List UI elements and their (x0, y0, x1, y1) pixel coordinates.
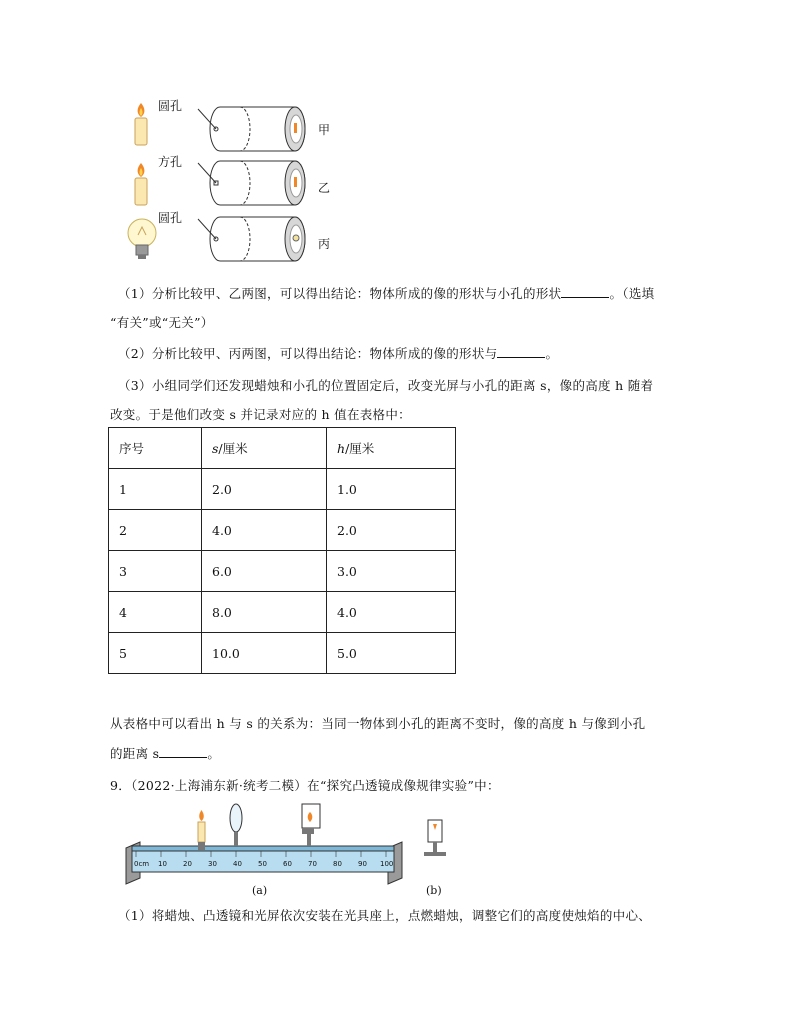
table-cell: 3.0 (327, 551, 456, 592)
q2-answer-blank[interactable] (497, 347, 545, 358)
camera-tube-bing (198, 217, 305, 261)
caption-b: (b) (426, 884, 442, 897)
table-cell: 2 (109, 510, 202, 551)
tag-bing: 丙 (318, 237, 331, 251)
table-cell: 4.0 (327, 592, 456, 633)
tick-label: 40 (233, 860, 242, 868)
conclusion-pre: 的距离 s (110, 746, 160, 761)
q1-line (118, 284, 654, 302)
tick-label: 70 (308, 860, 317, 868)
camera-tube-yi (198, 161, 305, 205)
tick-label: 10 (158, 860, 167, 868)
tick-label: 20 (183, 860, 192, 868)
tick-label: 100 (380, 860, 394, 868)
hole-label-3: 圆孔 (158, 211, 183, 225)
tag-jia: 甲 (318, 123, 331, 137)
conclusion-line2 (110, 744, 220, 762)
table-cell: 3 (109, 551, 202, 592)
candle-icon (135, 163, 147, 205)
table-row (109, 510, 456, 551)
tag-yi: 乙 (318, 181, 331, 195)
conclusion-line1: 从表格中可以看出 h 与 s 的关系为：当同一物体到小孔的距离不变时，像的高度 h 与像到小孔 (110, 716, 646, 731)
table-cell: 10.0 (202, 633, 327, 674)
tick-label: 60 (283, 860, 292, 868)
table-header-row (109, 428, 456, 469)
camera-tube-jia (198, 107, 305, 151)
table-row (109, 469, 456, 510)
table-cell: 2.0 (202, 469, 327, 510)
header-index: 序号 (109, 428, 202, 469)
table-cell: 8.0 (202, 592, 327, 633)
tick-label: 80 (333, 860, 342, 868)
table-row (109, 551, 456, 592)
header-h (327, 428, 456, 469)
q3-line2: 改变。于是他们改变 s 并记录对应的 h 值在表格中： (110, 407, 411, 422)
hole-label-1: 圆孔 (158, 99, 183, 113)
q1-tail: 。（选填 (609, 286, 655, 301)
q2-text: （2）分析比较甲、丙两图，可以得出结论：物体所成的像的形状与 (118, 346, 498, 361)
table-cell: 5.0 (327, 633, 456, 674)
caption-a: (a) (252, 884, 268, 897)
table-cell: 6.0 (202, 551, 327, 592)
tick-label: 0cm (134, 860, 150, 868)
header-s-var: s (212, 441, 219, 456)
convex-lens-icon (230, 804, 242, 846)
table-row (109, 633, 456, 674)
table-cell: 1 (109, 469, 202, 510)
table-cell: 1.0 (327, 469, 456, 510)
table-cell: 4.0 (202, 510, 327, 551)
tick-label: 90 (358, 860, 367, 868)
header-h-var: h (337, 441, 346, 456)
candle-icon (198, 810, 205, 850)
optical-bench-svg (118, 800, 458, 900)
q9-1-line: （1）将蜡烛、凸透镜和光屏依次安装在光具座上，点燃蜡烛，调整它们的高度使烛焰的中心、 (118, 908, 652, 923)
candle-icon (135, 103, 147, 145)
header-s-unit: /厘米 (218, 441, 248, 456)
tick-label: 50 (258, 860, 267, 868)
table-cell: 2.0 (327, 510, 456, 551)
q2-line (118, 344, 558, 362)
ruler-labels (134, 860, 394, 870)
light-bulb-icon (128, 219, 156, 259)
screen-icon (302, 804, 320, 846)
header-h-unit: /厘米 (345, 441, 375, 456)
optical-bench-figure (118, 800, 458, 900)
table-cell: 5 (109, 633, 202, 674)
q9-title: 9．（2022·上海浦东新·统考二模）在“探究凸透镜成像规律实验”中： (110, 778, 500, 793)
tick-label: 30 (208, 860, 217, 868)
q1-text: （1）分析比较甲、乙两图，可以得出结论：物体所成的像的形状与小孔的形状 (118, 286, 562, 301)
q1-line2: “有关”或“无关”） (110, 315, 214, 330)
q1-answer-blank[interactable] (561, 287, 609, 298)
table-cell: 4 (109, 592, 202, 633)
hole-label-2: 方孔 (158, 155, 183, 169)
screen-side-view-icon (424, 820, 446, 856)
data-table (108, 427, 456, 674)
conclusion-answer-blank[interactable] (159, 747, 207, 758)
q2-tail: 。 (545, 346, 559, 361)
pinhole-figure (120, 95, 360, 275)
conclusion-tail: 。 (207, 746, 221, 761)
q3-line1: （3）小组同学们还发现蜡烛和小孔的位置固定后，改变光屏与小孔的距离 s，像的高度 h 随着 (118, 378, 654, 393)
header-s (202, 428, 327, 469)
table-row (109, 592, 456, 633)
